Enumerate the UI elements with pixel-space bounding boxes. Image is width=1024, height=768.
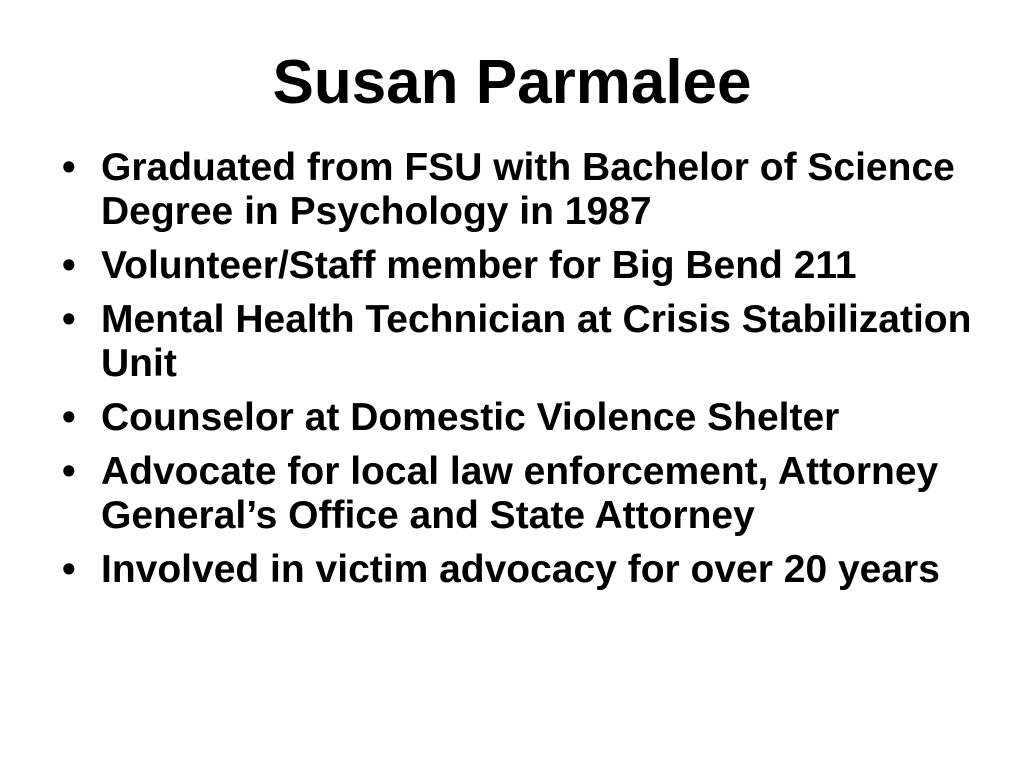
bullet-list xyxy=(62,146,1002,592)
bullet-icon: • xyxy=(62,396,76,439)
bullet-icon: • xyxy=(62,450,76,493)
bullet-text: Involved in victim advocacy for over 20 years xyxy=(101,548,940,591)
bullet-text: Counselor at Domestic Violence Shelter xyxy=(101,396,840,439)
bullet-icon: • xyxy=(62,244,76,287)
list-item xyxy=(62,146,1002,234)
bullet-icon: • xyxy=(62,146,76,189)
list-item xyxy=(62,298,1002,386)
list-item xyxy=(62,396,1002,440)
slide-title: Susan Parmalee xyxy=(272,48,752,117)
bullet-text: Graduated from FSU with Bachelor of Science Degree in Psychology in 1987 xyxy=(101,146,955,233)
list-item xyxy=(62,450,1002,538)
bullet-icon: • xyxy=(62,298,76,341)
bullet-text: Mental Health Technician at Crisis Stabilization Unit xyxy=(101,298,972,385)
bullet-text: Advocate for local law enforcement, Attorney General’s Office and State Attorney xyxy=(101,450,939,537)
list-item xyxy=(62,548,1002,592)
bullet-text: Volunteer/Staff member for Big Bend 211 xyxy=(101,244,857,287)
list-item xyxy=(62,244,1002,288)
bullet-icon: • xyxy=(62,548,76,591)
